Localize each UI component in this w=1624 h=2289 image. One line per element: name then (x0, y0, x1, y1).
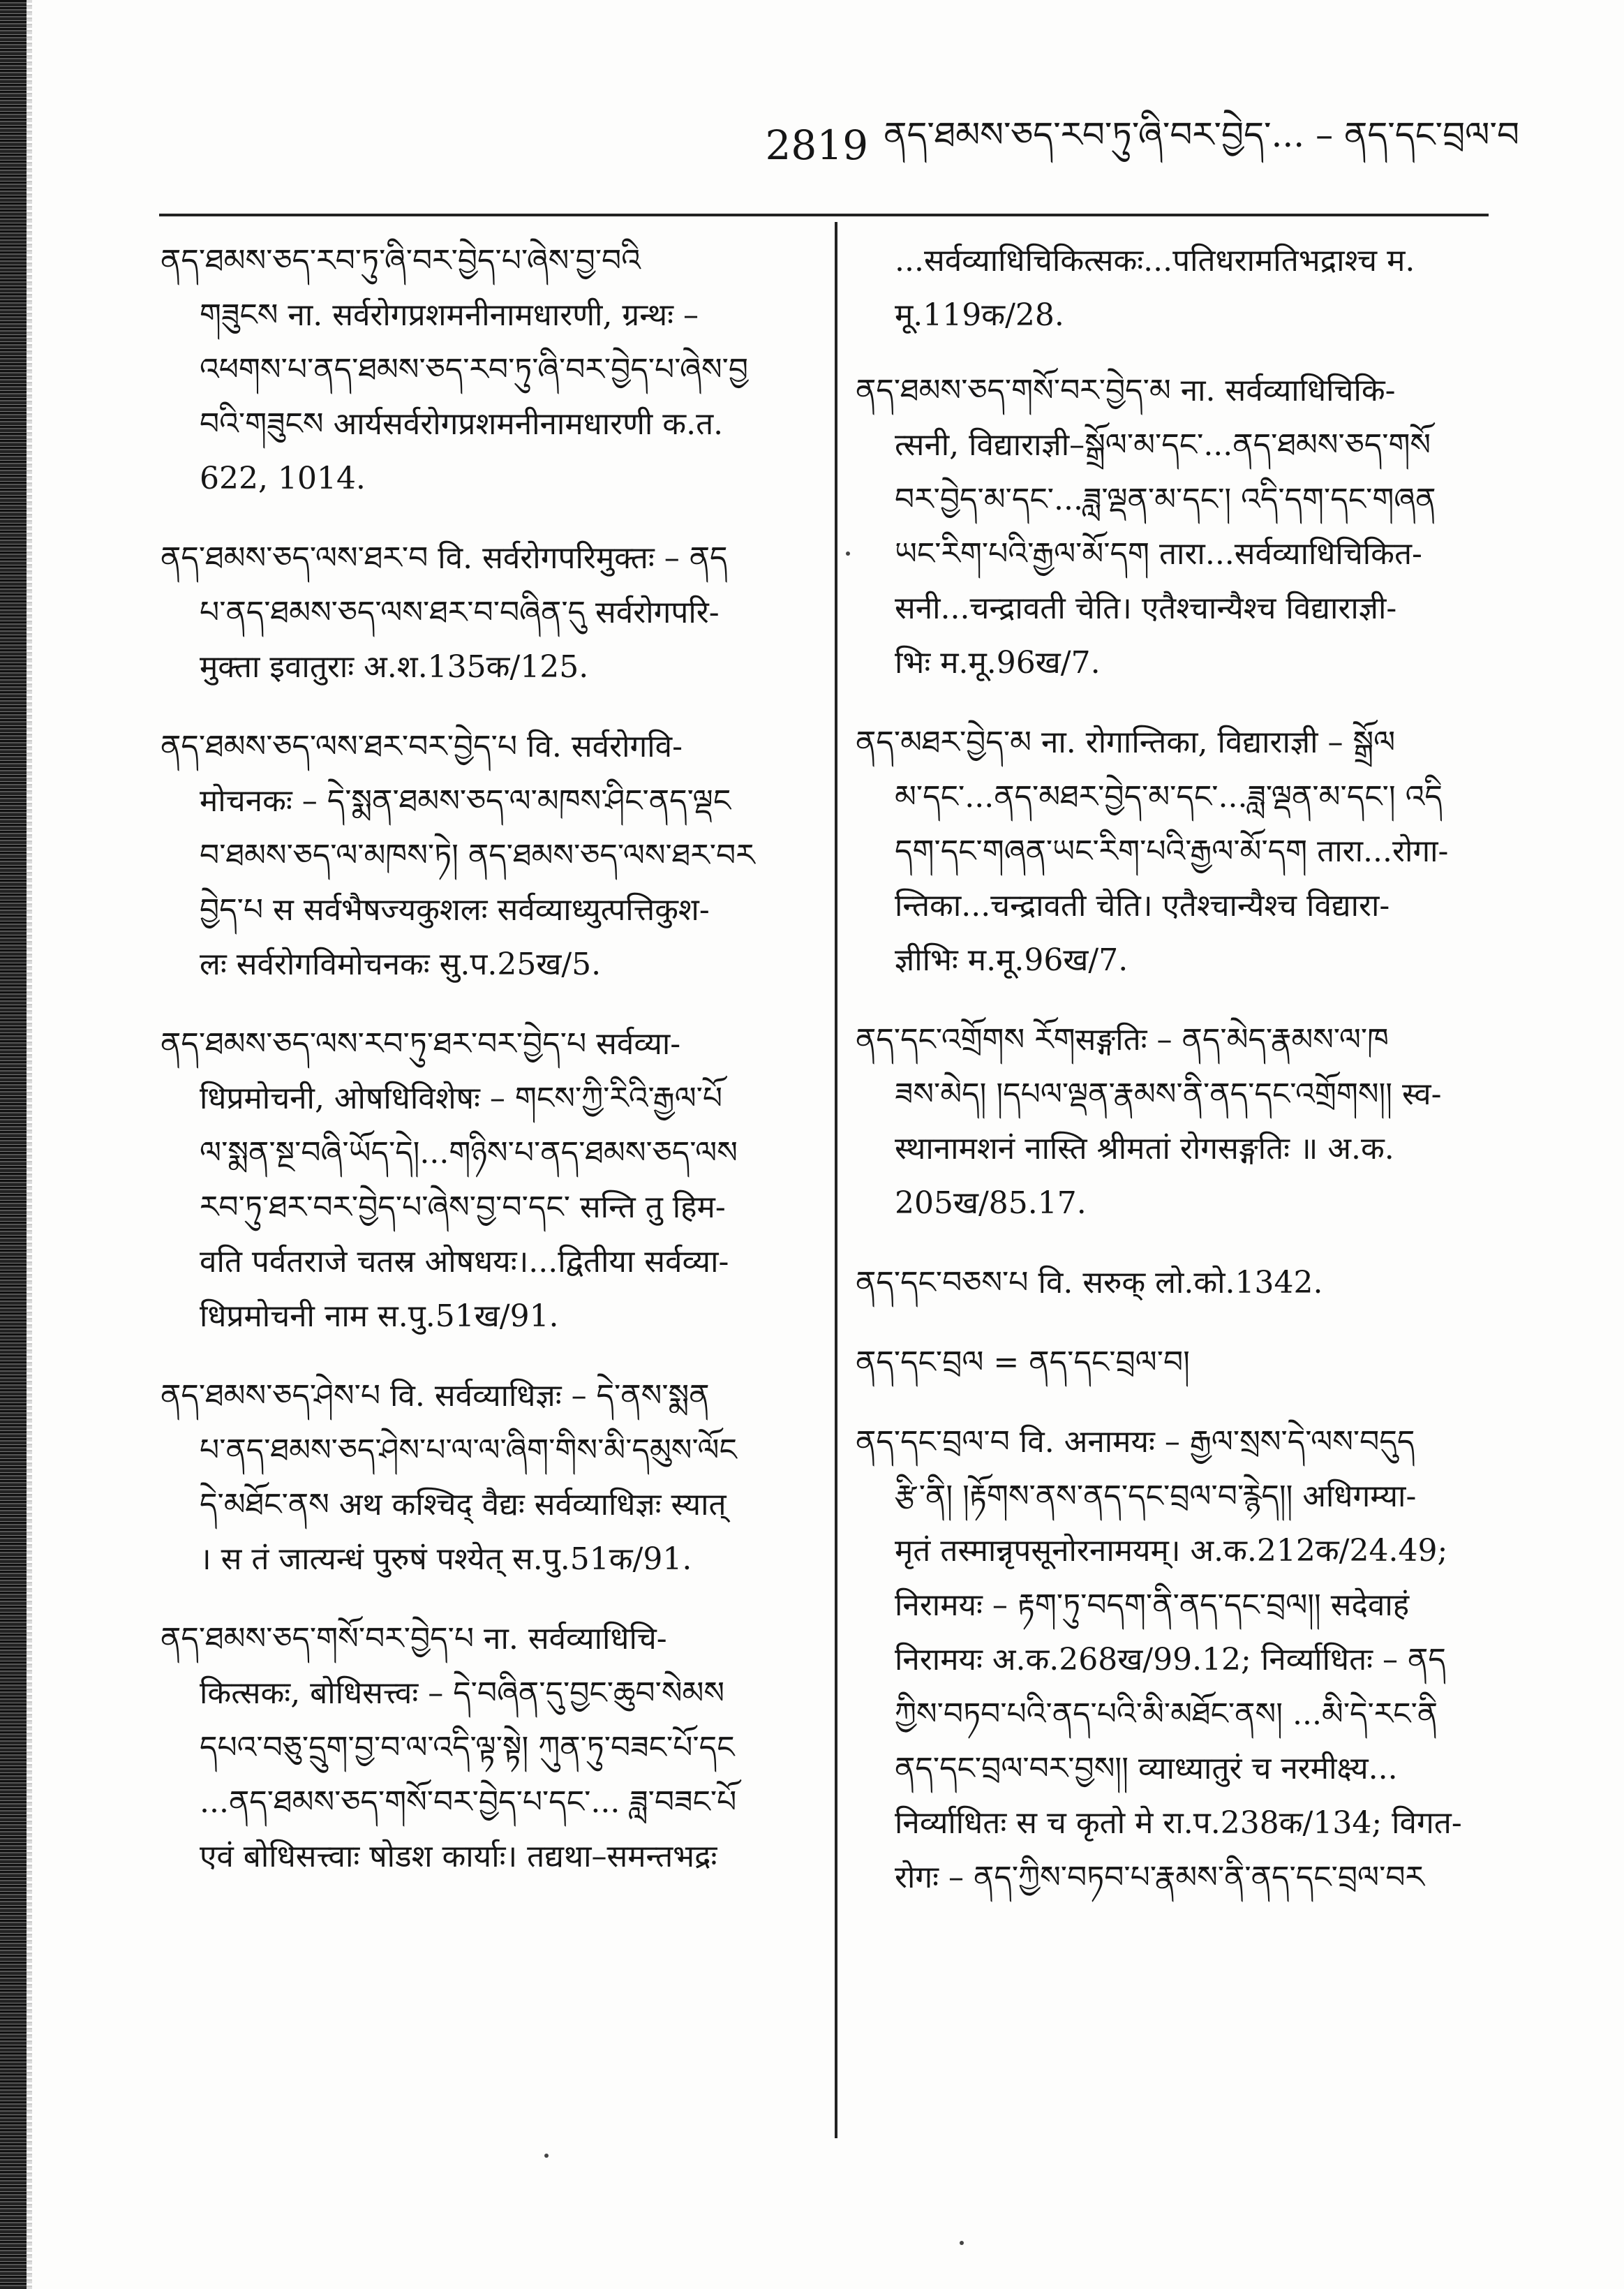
entry-line: मृतं तस्मान्नृपसूनोरनामयम्। अ.क.212क/24.49; (895, 1533, 1448, 1569)
entry-line: པ་ནད་ཐམས་ཅད་ལས་ཐར་བ་བཞིན་དུ सर्वरोगपरि- (200, 595, 720, 630)
entry-line: དེ་མཐོང་ནས अथ कश्चिद् वैद्यः सर्वव्याधिज्ञः स्यात् (200, 1487, 727, 1523)
book-spine-shadow (0, 0, 27, 2289)
entry-line: स्थानामशनं नास्ति श्रीमतां रोगसङ्गतिः ॥ अ.क. (895, 1131, 1394, 1166)
column-divider (835, 222, 837, 2138)
entry-line: निर्व्याधितः स च कृतो मे रा.प.238क/134; विगत- (895, 1805, 1462, 1841)
entry-line: 205ख/85.17. (895, 1185, 1087, 1221)
header-rule (159, 214, 1489, 216)
book-spine-edge (27, 0, 32, 2289)
dictionary-entry (161, 1017, 817, 1344)
entry-line: ज्ञीभिः म.मू.96ख/7. (895, 942, 1128, 978)
entry-line: धिप्रमोचनी, ओषधिविशेषः – གངས་ཀྱི་རིའི་རྒྱལ་པོ (200, 1081, 723, 1116)
entry-headword-line: ནད་དང་བཅས་པ वि. सरुक् लो.को.1342. (856, 1265, 1323, 1301)
entry-line: ནད་དང་བྲལ་བར་བྱས།། व्याध्यातुरं च नरमीक्ष्य... (895, 1751, 1398, 1786)
right-column (856, 234, 1508, 1930)
entry-line: भिः म.मू.96ख/7. (895, 645, 1101, 681)
entry-headword-line: ནད་དང་བྲལ = ནད་དང་བྲལ་བ། (856, 1344, 1190, 1380)
left-column (161, 234, 817, 1909)
entry-line: रोगः – ནད་ཀྱིས་བཏབ་པ་རྣམས་ནི་ནད་དང་བྲལ་བར (895, 1860, 1424, 1895)
entry-line: एवं बोधिसत्त्वाः षोडश कार्याः। तद्यथा–समन्तभद्रः (200, 1839, 717, 1874)
entry-headword-line: ནད་ཐམས་ཅད་ལས་རབ་ཏུ་ཐར་བར་བྱེད་པ सर्वव्या- (161, 1026, 681, 1062)
entry-line: धिप्रमोचनी नाम स.पु.51ख/91. (200, 1298, 559, 1334)
entry-headword-line: ནད་ཐམས་ཅད་ལས་ཐར་བར་བྱེད་པ वि. सर्वरोगवि- (161, 729, 683, 764)
entry-line: त्सनी, विद्याराज्ञी–སྒྲོལ་མ་དང་...ནད་ཐམས་ཅད་གསོ (895, 427, 1431, 463)
entry-line: मू.119क/28. (895, 297, 1064, 333)
page-number: 2819 (765, 121, 869, 169)
entry-headword-line: ནད་ཐམས་ཅད་ལས་ཐར་བ वि. सर्वरोगपरिमुक्तः – ནད (161, 540, 728, 576)
dictionary-entry (161, 720, 817, 992)
dictionary-entry (856, 1013, 1508, 1231)
entry-line: མ་དང་...ནད་མཐར་བྱེད་མ་དང་...ཟླ་ལྡན་མ་དང་། འདི (895, 779, 1443, 815)
entry-line: ཀྱིས་བཏབ་པའི་ནད་པའི་མི་མཐོང་ནས། ...མི་དེ་རང་ནི (895, 1696, 1438, 1732)
dictionary-entry (161, 1612, 817, 1884)
dictionary-entry (856, 364, 1508, 690)
stray-dot (544, 2154, 549, 2158)
entry-line: ཡང་རིག་པའི་རྒྱལ་མོ་དག तारा...सर्वव्याधिचिकित- (895, 536, 1422, 572)
entry-headword-line: ནད་དང་འགྲོགས རོགसङ्गतिः – ནད་མེད་རྣམས་ལ་ཁ (856, 1022, 1389, 1058)
entry-line: 622, 1014. (200, 461, 366, 496)
entry-headword-line: ནད་ཐམས་ཅད་གསོ་བར་བྱེད་མ ना. सर्वव्याधिचिकि- (856, 373, 1396, 408)
entry-line: न्तिका...चन्द्रावती चेति। एतैश्चान्यैश्च विद्यारा- (895, 888, 1390, 924)
entry-line: सनी...चन्द्रावती चेति। एतैश्चान्यैश्च विद्याराज्ञी- (895, 591, 1397, 626)
entry-line: ...ནད་ཐམས་ཅད་གསོ་བར་བྱེད་པ་དང་... ཟླ་བཟང་པོ (200, 1784, 737, 1820)
entry-line: मुक्ता इवातुराः अ.श.135क/125. (200, 649, 589, 685)
entry-line: वति पर्वतराजे चतस्र ओषधयः।...द्वितीया सर्वव्या- (200, 1244, 729, 1280)
entry-line: དཔའ་བཅུ་དྲུག་བྱ་བ་ལ་འདི་ལྟ་སྟེ། ཀུན་ཏུ་བཟང་པོ་དང (200, 1730, 735, 1765)
entry-line: རྩི་ནི། །རྟོགས་ནས་ནད་དང་བྲལ་བ་རྙེད།། अधिगम्या- (895, 1479, 1417, 1514)
dictionary-entry (856, 716, 1508, 988)
dictionary-entry (856, 1415, 1508, 1905)
entry-headword-line: ནད་ཐམས་ཅད་རབ་ཏུ་ཞི་བར་བྱེད་པ་ཞེས་བྱ་བའི (161, 243, 641, 279)
entry-headword-line: ནད་ཐམས་ཅད་གསོ་བར་བྱེད་པ ना. सर्वव्याधिचि- (161, 1621, 667, 1657)
dictionary-entry (856, 1256, 1508, 1310)
entry-line: कित्सकः, बोधिसत्त्वः – དེ་བཞིན་དུ་བྱང་ཆུབ་སེམས (200, 1675, 725, 1711)
entry-line: मोचनकः – དེ་སྨན་ཐམས་ཅད་ལ་མཁས་ཤིང་ནད་ལྡང (200, 783, 731, 819)
entry-headword-line: ནད་མཐར་བྱེད་མ ना. रोगान्तिका, विद्याराज्ञी – སྒྲོལ (856, 725, 1396, 760)
entry-line: । स तं जात्यन्धं पुरुषं पश्येत् स.पु.51क/91. (200, 1541, 692, 1577)
dictionary-entry (161, 531, 817, 695)
entry-line: བར་བྱེད་མ་དང་...ཟླ་ལྡན་མ་དང་། འདི་དག་དང་གཞན (895, 482, 1436, 517)
page-header (765, 114, 1519, 173)
entry-line: ལ་སྨན་སྔ་བཞི་ཡོད་དེ།...གཉིས་པ་ནད་ཐམས་ཅད་ལས (200, 1135, 738, 1171)
entry-line: निरामयः अ.क.268ख/99.12; निर्व्याधितः – ནད (895, 1642, 1446, 1677)
entry-line: གཟུངས ना. सर्वरोगप्रशमनीनामधारणी, ग्रन्थः – (200, 297, 699, 333)
stray-dot (960, 2241, 964, 2245)
entry-line: निरामयः – རྟག་ཏུ་བདག་ནི་ནད་དང་བྲལ།། सदेवाहं (895, 1587, 1410, 1623)
entry-line: འཕགས་པ་ནད་ཐམས་ཅད་རབ་ཏུ་ཞི་བར་བྱེད་པ་ཞེས་བྱ (200, 352, 749, 387)
entry-line: རབ་ཏུ་ཐར་བར་བྱེད་པ་ཞེས་བྱ་བ་དང་ सन्ति तु हिम- (200, 1190, 726, 1225)
entry-line: ཟས་མེད། །དཔལ་ལྡན་རྣམས་ནི་ནད་དང་འགྲོགས།། स्व- (895, 1076, 1442, 1112)
entry-line: लः सर्वरोगविमोचनकः सु.प.25ख/5. (200, 947, 602, 982)
entry-headword-line: ...सर्वव्याधिचिकित्सकः...पतिधरामतिभद्राश्च म. (895, 243, 1415, 279)
entry-headword-line: ནད་ཐམས་ཅད་ཤེས་པ वि. सर्वव्याधिज्ञः – དེ་ནས་སྨན (161, 1378, 710, 1414)
entry-line: དག་དང་གཞན་ཡང་རིག་པའི་རྒྱལ་མོ་དག तारा...रोगा- (895, 834, 1449, 869)
entry-line: བ་ཐམས་ཅད་ལ་མཁས་ཏེ། ནད་ཐམས་ཅད་ལས་ཐར་བར (200, 838, 755, 873)
dictionary-entry (161, 234, 817, 506)
entry-line: པ་ནད་ཐམས་ཅད་ཤེས་པ་ལ་ལ་ཞིག་གིས་མི་དམུས་ལོང (200, 1432, 737, 1468)
entry-line: བྱེད་པ स सर्वभैषज्यकुशलः सर्वव्याध्युत्पत्तिकुश- (200, 892, 710, 928)
entry-headword-line: ནད་དང་བྲལ་བ वि. अनामयः – རྒྱལ་སྲས་དེ་ལས་བདུད (856, 1424, 1415, 1460)
dictionary-entry (856, 1335, 1508, 1390)
entry-line: བའི་གཟུངས आर्यसर्वरोगप्रशमनीनामधारणी क.त. (200, 406, 724, 442)
dictionary-entry (161, 1369, 817, 1587)
dictionary-entry (856, 234, 1508, 343)
stray-dot (846, 551, 850, 556)
running-head: ནད་ཐམས་ཅད་རབ་ཏུ་ཞི་བར་བྱེད་... – ནད་དང་བྲལ་བ (884, 114, 1519, 155)
